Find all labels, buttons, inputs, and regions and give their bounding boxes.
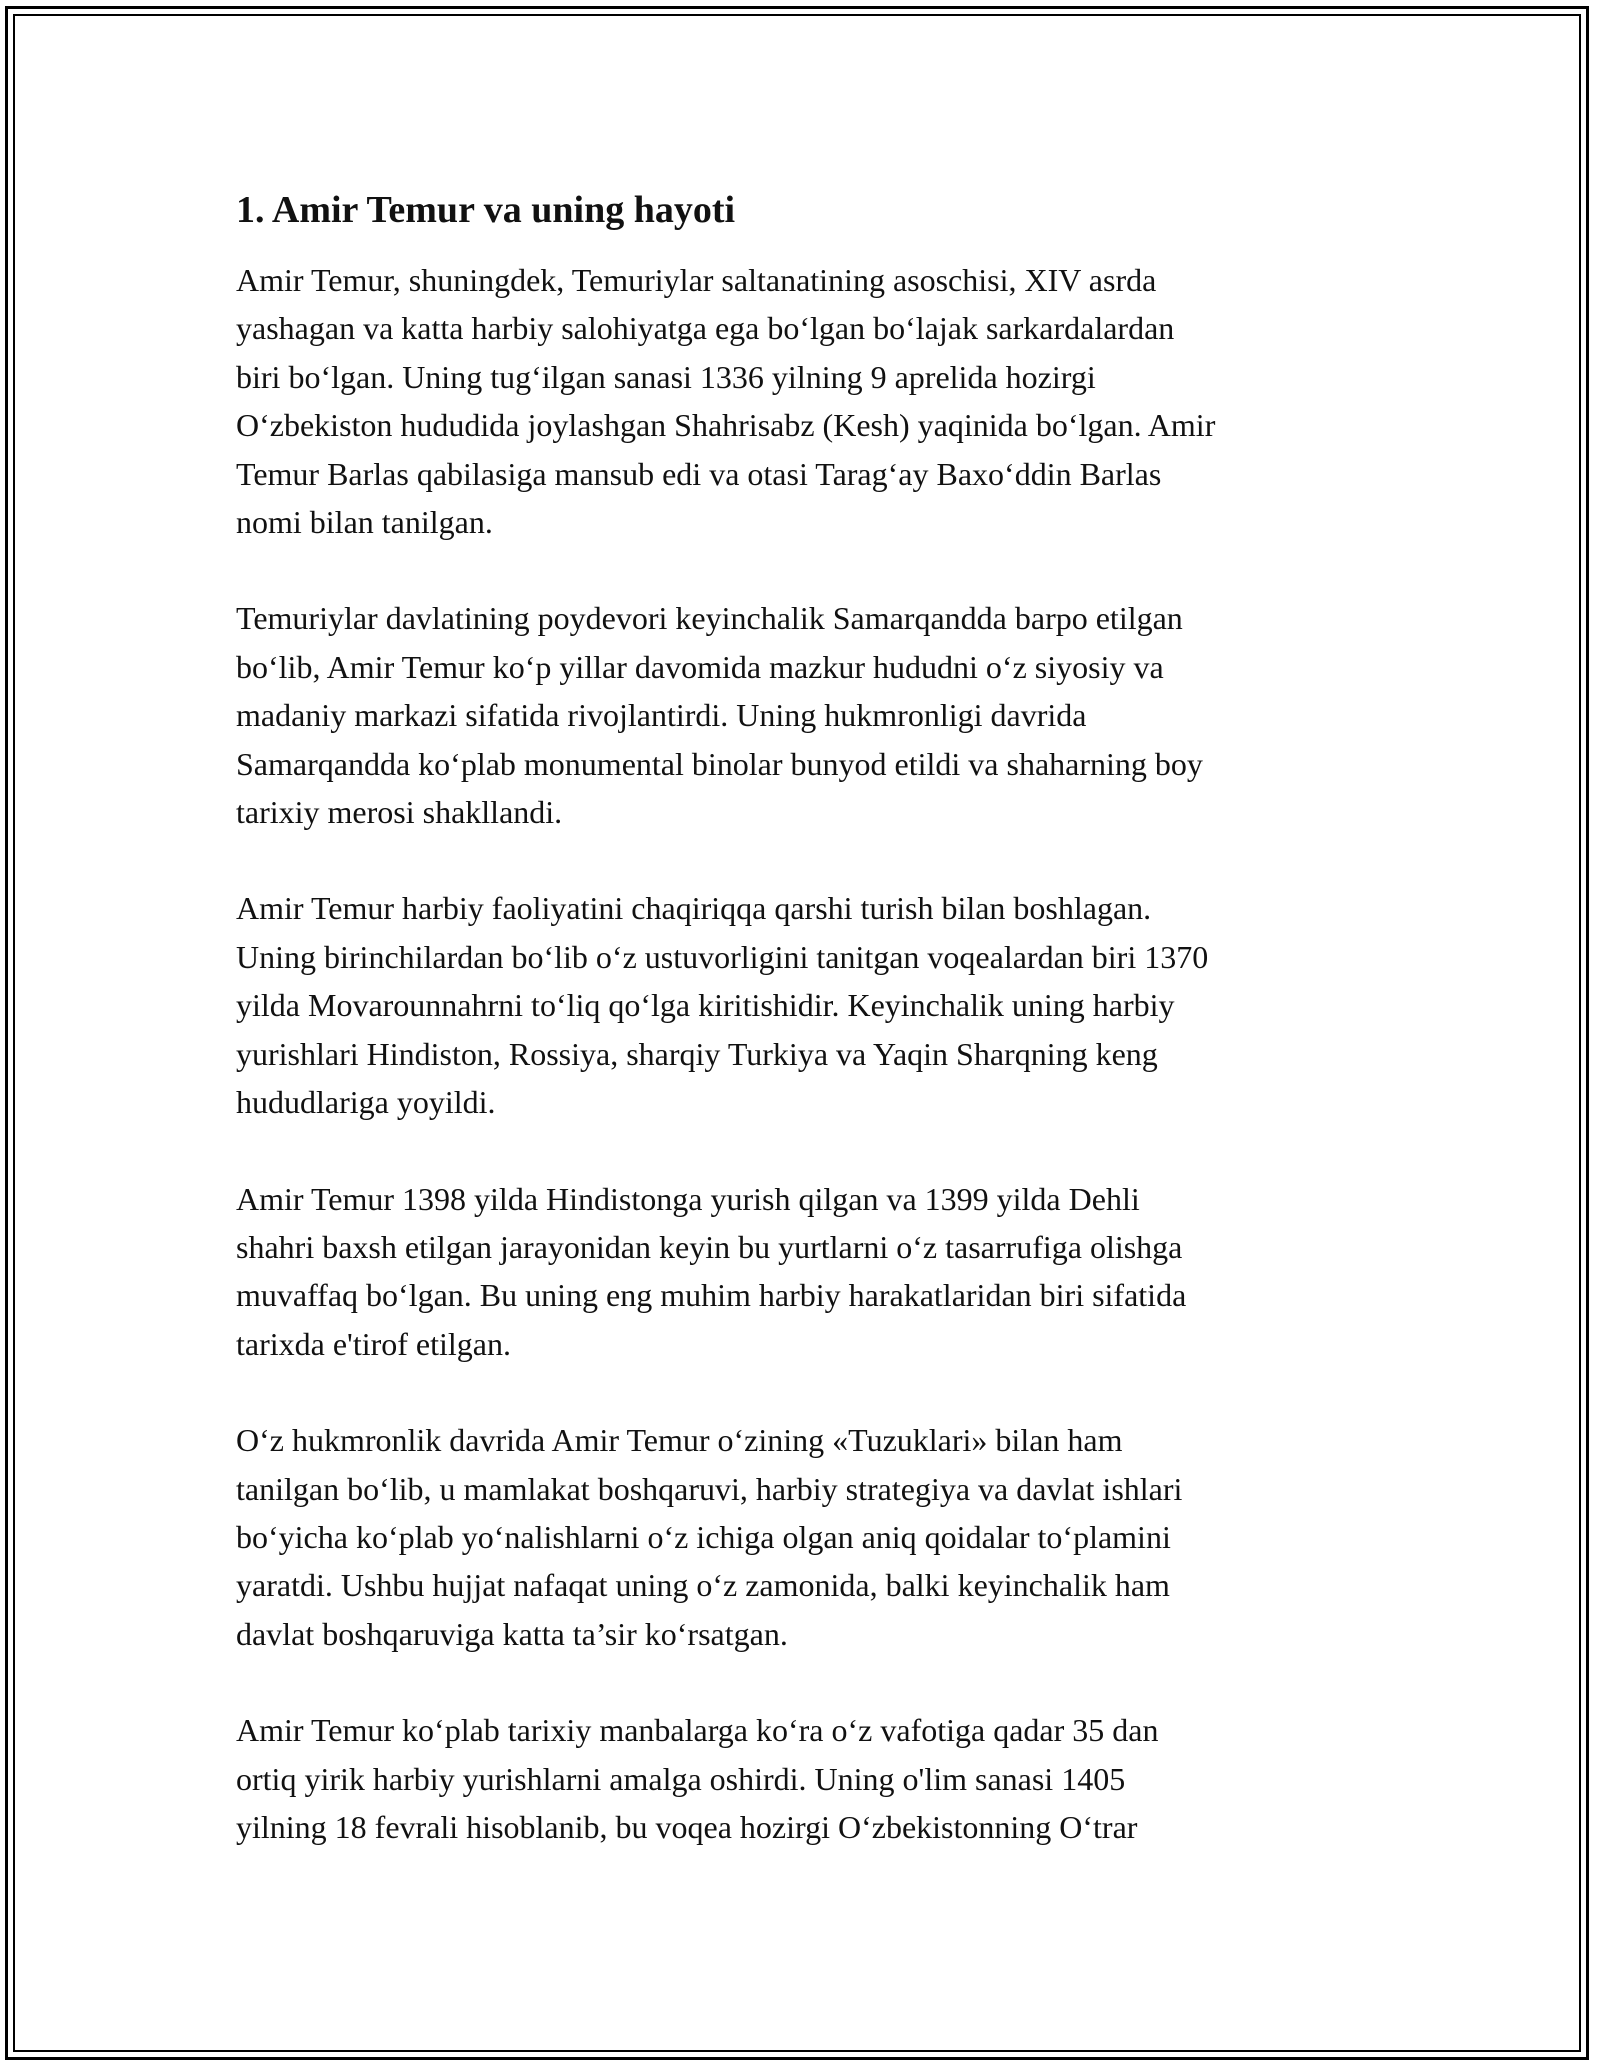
text-line: yurishlari Hindiston, Rossiya, sharqiy Turkiya va Yaqin Sharqning keng: [236, 1035, 1158, 1072]
text-line: Amir Temur 1398 yilda Hindistonga yurish qilgan va 1399 yilda Dehli: [236, 1180, 1140, 1217]
paragraph-birth: [236, 256, 1366, 546]
text-line: madaniy markazi sifatida rivojlantirdi. Uning hukmronligi davrida: [236, 697, 1087, 734]
text-line: O‘z hukmronlik davrida Amir Temur o‘zining «Tuzuklari» bilan ham: [236, 1422, 1123, 1459]
text-line: Amir Temur ko‘plab tarixiy manbalarga ko‘ra o‘z vafotiga qadar 35 dan: [236, 1712, 1159, 1749]
text-line: tarixiy merosi shakllandi.: [236, 794, 563, 831]
text-line: Temuriylar davlatining poydevori keyinchalik Samarqandda barpo etilgan: [236, 600, 1183, 637]
text-line: Uning birinchilardan bo‘lib o‘z ustuvorligini tanitgan voqealardan biri 1370: [236, 938, 1209, 975]
text-line: nomi bilan tanilgan.: [236, 504, 493, 541]
text-line: ortiq yirik harbiy yurishlarni amalga oshirdi. Uning o'lim sanasi 1405: [236, 1760, 1126, 1797]
section-heading: 1. Amir Temur va uning hayoti: [236, 189, 736, 231]
text-line: O‘zbekiston hududida joylashgan Shahrisabz (Kesh) yaqinida bo‘lgan. Amir: [236, 407, 1216, 444]
paragraph-military: [236, 884, 1366, 1126]
text-line: yaratdi. Ushbu hujjat nafaqat uning o‘z zamonida, balki keyinchalik ham: [236, 1567, 1170, 1604]
paragraph-samarkand: [236, 594, 1366, 836]
text-line: tanilgan bo‘lib, u mamlakat boshqaruvi, harbiy strategiya va davlat ishlari: [236, 1470, 1183, 1507]
text-line: yilda Movarounnahrni to‘liq qo‘lga kiritishidir. Keyinchalik uning harbiy: [236, 987, 1175, 1024]
text-line: bo‘lib, Amir Temur ko‘p yillar davomida mazkur hududni o‘z siyosiy va: [236, 648, 1164, 685]
text-line: shahri baxsh etilgan jarayonidan keyin bu yurtlarni o‘z tasarrufiga olishga: [236, 1228, 1183, 1265]
text-line: muvaffaq bo‘lgan. Bu uning eng muhim harbiy harakatlaridan biri sifatida: [236, 1277, 1187, 1314]
document-body: [236, 186, 1366, 1899]
text-line: yashagan va katta harbiy salohiyatga ega bo‘lgan bo‘lajak sarkardalardan: [236, 310, 1175, 347]
text-line: Temur Barlas qabilasiga mansub edi va otasi Tarag‘ay Baxo‘ddin Barlas: [236, 455, 1162, 492]
text-line: Amir Temur harbiy faoliyatini chaqiriqqa qarshi turish bilan boshlagan.: [236, 890, 1152, 927]
text-line: biri bo‘lgan. Uning tug‘ilgan sanasi 1336 yilning 9 aprelida hozirgi: [236, 358, 1096, 395]
text-line: tarixda e'tirof etilgan.: [236, 1325, 511, 1362]
paragraph-death: [236, 1706, 1366, 1851]
text-line: davlat boshqaruviga katta ta’sir ko‘rsatgan.: [236, 1615, 788, 1652]
text-line: Samarqandda ko‘plab monumental binolar bunyod etildi va shaharning boy: [236, 745, 1203, 782]
text-line: hududlariga yoyildi.: [236, 1084, 496, 1121]
text-line: bo‘yicha ko‘plab yo‘nalishlarni o‘z ichiga olgan aniq qoidalar to‘plamini: [236, 1518, 1171, 1555]
text-line: Amir Temur, shuningdek, Temuriylar saltanatining asoschisi, XIV asrda: [236, 262, 1157, 298]
paragraph-tuzuklar: [236, 1416, 1366, 1658]
text-line: yilning 18 fevrali hisoblanib, bu voqea hozirgi O‘zbekistonning O‘trar: [236, 1808, 1138, 1845]
paragraph-india: [236, 1175, 1366, 1369]
